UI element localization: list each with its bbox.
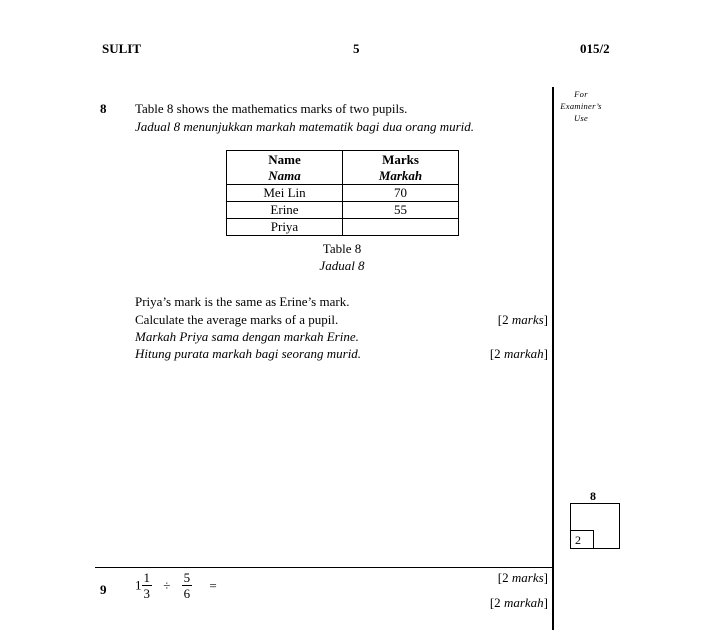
marks-table [226,150,459,236]
table-cell-name: Erine [227,202,343,219]
header-name-ms: Nama [268,168,301,183]
mark-open: [2 [489,346,504,361]
fraction-denominator: 3 [143,586,150,601]
table-cell-mark [343,219,459,236]
examiner-question-number: 8 [590,489,596,503]
mark-word: marks [511,312,544,327]
examiner-note-line: For [574,89,588,99]
examiner-max-mark: 2 [570,530,594,549]
examiner-note-line: Examiner’s [560,101,602,111]
table-header-marks [343,151,459,185]
mark-close: ] [543,595,548,610]
table-cell-mark: 70 [343,185,459,202]
table-caption-ms: Jadual 8 [319,258,365,273]
header-name-en: Name [268,152,301,167]
problem-line-en-1: Priya’s mark is the same as Erine’s mark. [135,294,350,309]
problem-line-ms-2: Hitung purata markah bagi seorang murid. [135,346,362,361]
problem-line-ms-1: Markah Priya sama dengan markah Erine. [135,329,359,344]
table-row [227,202,459,219]
mark-word: markah [503,346,544,361]
table-cell-mark: 55 [343,202,459,219]
examiner-note-line: Use [573,113,589,123]
table-header-name [227,151,343,185]
fraction-1 [142,570,153,601]
question-intro-en: Table 8 shows the mathematics marks of two pupils. [135,101,408,116]
header-marks-en: Marks [382,152,419,167]
mixed-whole: 1 [135,577,142,593]
mark-allocation-ms [490,595,548,611]
fraction-2 [182,570,193,601]
table-cell-name: Mei Lin [227,185,343,202]
table-cell-name: Priya [227,219,343,236]
mark-open: [2 [497,312,512,327]
fraction-denominator: 6 [183,586,191,601]
question-intro-ms: Jadual 8 menunjukkan markah matematik bagi dua orang murid. [135,119,475,134]
examiner-margin-line [552,87,554,630]
mark-open: [2 [497,570,512,585]
table-caption-en: Table 8 [322,241,362,256]
mark-close: ] [543,346,548,361]
table-row [227,185,459,202]
mark-word: marks [511,570,544,585]
equals-sign: = [209,577,217,593]
question-number: 8 [100,101,107,116]
question-number: 9 [100,582,107,597]
table-row [227,219,459,236]
page-number: 5 [353,41,360,56]
fraction-numerator: 5 [183,570,191,585]
mark-allocation-en [498,312,548,328]
mark-open: [2 [489,595,504,610]
mark-close: ] [543,570,548,585]
question-separator [95,567,553,568]
fraction-numerator: 1 [143,570,150,585]
header-marks-ms: Markah [378,168,423,183]
mark-allocation-en [498,570,548,586]
header-left: SULIT [102,41,142,56]
mark-word: markah [503,595,544,610]
problem-line-en-2: Calculate the average marks of a pupil. [135,312,339,327]
fraction-expression [135,570,217,601]
examiner-use-note [556,88,606,124]
table-header-row [227,151,459,185]
divide-sign: ÷ [163,577,171,593]
paper-code: 015/2 [580,41,610,56]
mark-allocation-ms [490,346,548,362]
mark-close: ] [543,312,548,327]
